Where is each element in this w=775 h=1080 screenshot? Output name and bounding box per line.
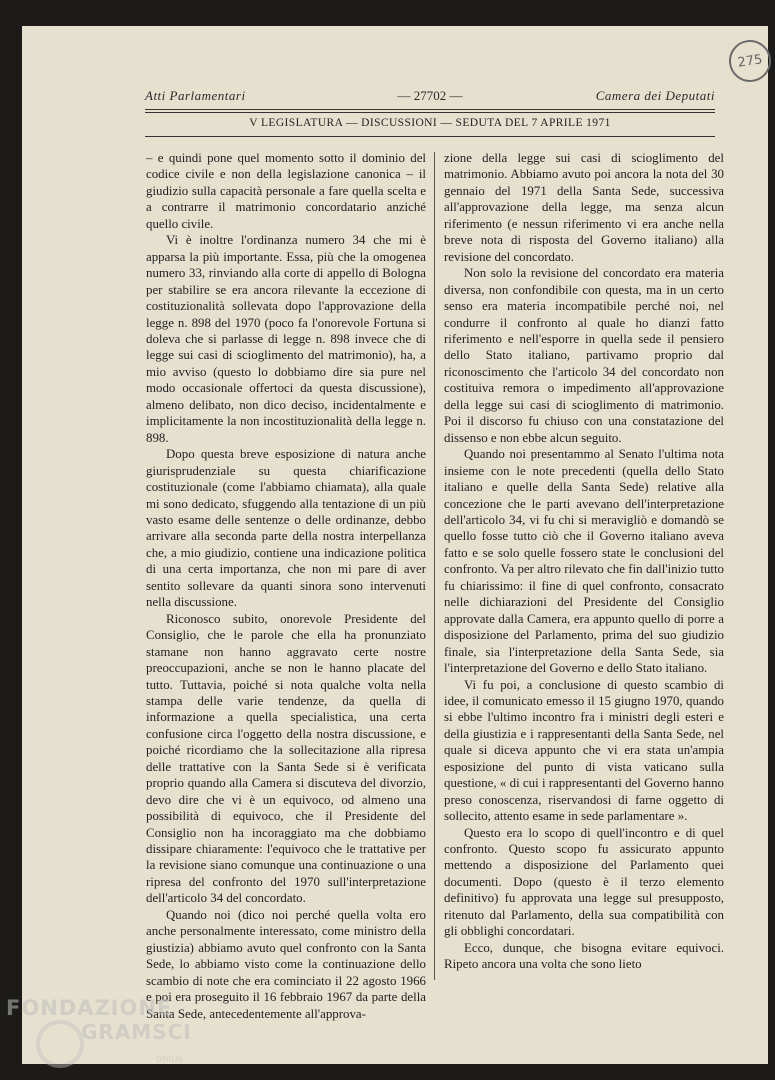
- session-line: V LEGISLATURA — DISCUSSIONI — SEDUTA DEL 7 APRILE 1971: [249, 117, 611, 129]
- column-divider: [434, 152, 435, 980]
- watermark-text: onlus: [156, 1054, 183, 1065]
- header-publication: Atti Parlamentari: [145, 88, 246, 103]
- left-column: [146, 150, 426, 1021]
- paragraph: Vi è inoltre l'ordinanza numero 34 che mi è apparsa la più importante. Essa, più che la omogenea numero 33, rinviando alla corte di appello di Bologna per stabilire se era ancora rilevante la eccezione di costituzionalità sollevata dopo l'approvazione della legge n. 898 del 1970 (poco fa l'onorevole Fortuna si doleva che si parlasse di legge n. 898 invece che di legge sui casi di scioglimento del matrimonio), ha, a mio avviso (questo lo dobbiamo dire sia pure nel modo occasionale offertoci da questa discussione), almeno delibato, non dico deciso, incidentalmente e implicitamente la non incostituzionalità della legge n. 898.: [146, 233, 426, 445]
- page-number-stamp: 275: [726, 37, 773, 84]
- paragraph: Questo era lo scopo di quell'incontro e di quel confronto. Questo scopo fu assicurato appunto mettendo a disposizione del Parlamento quei documenti. Dopo (questo è il terzo elemento definitivo) fu approvata una legge sul presupposto, ritenuto dal Parlamento, della sua compatibilità con gli obblighi concordatari.: [444, 825, 724, 939]
- session-rule: [145, 136, 715, 137]
- header-chamber: Camera dei Deputati: [595, 88, 715, 103]
- watermark-circle-icon: [36, 1020, 84, 1068]
- watermark-text: GRAMSCI: [81, 1020, 192, 1044]
- paragraph: zione della legge sui casi di scioglimento del matrimonio. Abbiamo avuto poi ancora la nota del 30 gennaio del 1971 della Santa Sede, successiva all'approvazione della legge, ma senza alcun riferimento (e nessun riferimento vi era anche nella breve nota di risposta del Governo italiano) alla revisione del concordato.: [444, 151, 724, 264]
- watermark-text: FONDAZIONE: [6, 996, 173, 1020]
- paragraph: Dopo questa breve esposizione di natura anche giurisprudenziale su questa chiarificazione costituzionale (come l'abbiamo chiamata), alla quale mi sono dedicato, sfuggendo alla tentazione di un più vasto esame delle sentenze o delle ordinanze, debbo arrivare alla seconda parte della nostra interpellanza che, a mio giudizio, contiene una indicazione politica di una certa importanza, che non mi pare di aver sentito sollevare da quanti sinora sono intervenuti nella discussione.: [146, 447, 426, 610]
- paragraph: Riconosco subito, onorevole Presidente del Consiglio, che le parole che ella ha pronunziato stamane non hanno aggravato certe nostre preoccupazioni, anche se non le hanno placate del tutto. Tuttavia, poiché si nota qualche volta nella stampa delle varie tendenze, da quella di informazione a quella specialistica, una certa confusione circa l'oggetto della nostra discussione, e poiché ricordiamo che la sollecitazione alla ripresa delle trattative con la Santa Sede si è verificata proprio quando alla Camera si discuteva del divorzio, devo dire che vi è un equivoco, od almeno una possibilità di equivoco, che il Presidente del Consiglio non ha incoraggiato ma che dobbiamo dissipare chiaramente: l'equivoco che le trattative per la revisione siano comunque una continuazione o una ripresa del confronto del 1970 sull'interpretazione dell'articolo 34 del concordato.: [146, 611, 426, 906]
- running-head: [145, 88, 715, 106]
- header-rule: [145, 112, 715, 113]
- paragraph: Ecco, dunque, che bisogna evitare equivoci. Ripeto ancora una volta che sono lieto: [444, 940, 724, 972]
- paragraph: Vi fu poi, a conclusione di questo scambio di idee, il comunicato emesso il 15 giugno 1970, quando si ebbe l'ultimo incontro fra i ministri degli esteri e della giustizia e i rappresentanti della Santa Sede, nel quale si diceva appunto che vi era stata un'ampia esposizione del punto di vista vaticano sulla questione, « di cui i rappresentanti del Governo hanno preso conoscenza, riservandosi di farne oggetto di sollecito, attento esame in sede parlamentare ».: [444, 677, 724, 824]
- paragraph: Non solo la revisione del concordato era materia diversa, non confondibile con questa, ma in un certo senso era materia incompatibile perché noi, nel condurre il confronto al quale ho dianzi fatto riferimento e nell'esporre in quella sede il pensiero dello Stato italiano, partivamo proprio dal riconoscimento che l'articolo 34 del concordato non costituiva remora o impedimento all'approvazione della legge sui casi di scioglimento di matrimonio. Poi il discorso fu chiuso con una constatazione del dissenso e non ebbe alcun seguito.: [444, 266, 724, 445]
- paragraph: Quando noi (dico noi perché quella volta ero anche personalmente interessato, come ministro della giustizia) abbiamo avuto quel confronto con la Santa Sede, lo abbiamo visto come la continuazione dello scambio di note che era cominciato il 22 agosto 1966 e poi era proseguito il 16 febbraio 1967 da parte della Santa Sede, antecedentemente all'approva-: [146, 907, 426, 1021]
- right-column: [444, 150, 724, 980]
- paragraph: – e quindi pone quel momento sotto il dominio del codice civile e non della legislazione canonica – il giudizio sulla capacità personale a fare quella scelta e a contrarre il matrimonio concordatario anziché quello civile.: [146, 151, 426, 231]
- header-rule: [145, 109, 715, 110]
- paragraph: Quando noi presentammo al Senato l'ultima nota insieme con le note precedenti (quella dello Stato italiano e quelle della Santa Sede) relative alla concezione che le parti avevano dell'interpretazione dell'articolo 34, vi fu chi si meravigliò e domandò se quello fosse tutto ciò che il Governo italiano aveva fatto e se solo quelle fossero state le conclusioni del confronto. Va per altro rilevato che fin dall'inizio tutto fu chiarissimo: il fine di quel confronto, consacrato nelle dichiarazioni del Presidente del Consiglio approvate dalla Camera, era appunto quello di porre a disposizione del Parlamento, prima del suo giudizio finale, sia l'interpretazione della Santa Sede, sia l'interpretazione del Governo e dello Stato italiano.: [444, 447, 724, 676]
- watermark-logo: [6, 996, 192, 1065]
- header-page-number: — 27702 —: [397, 88, 463, 103]
